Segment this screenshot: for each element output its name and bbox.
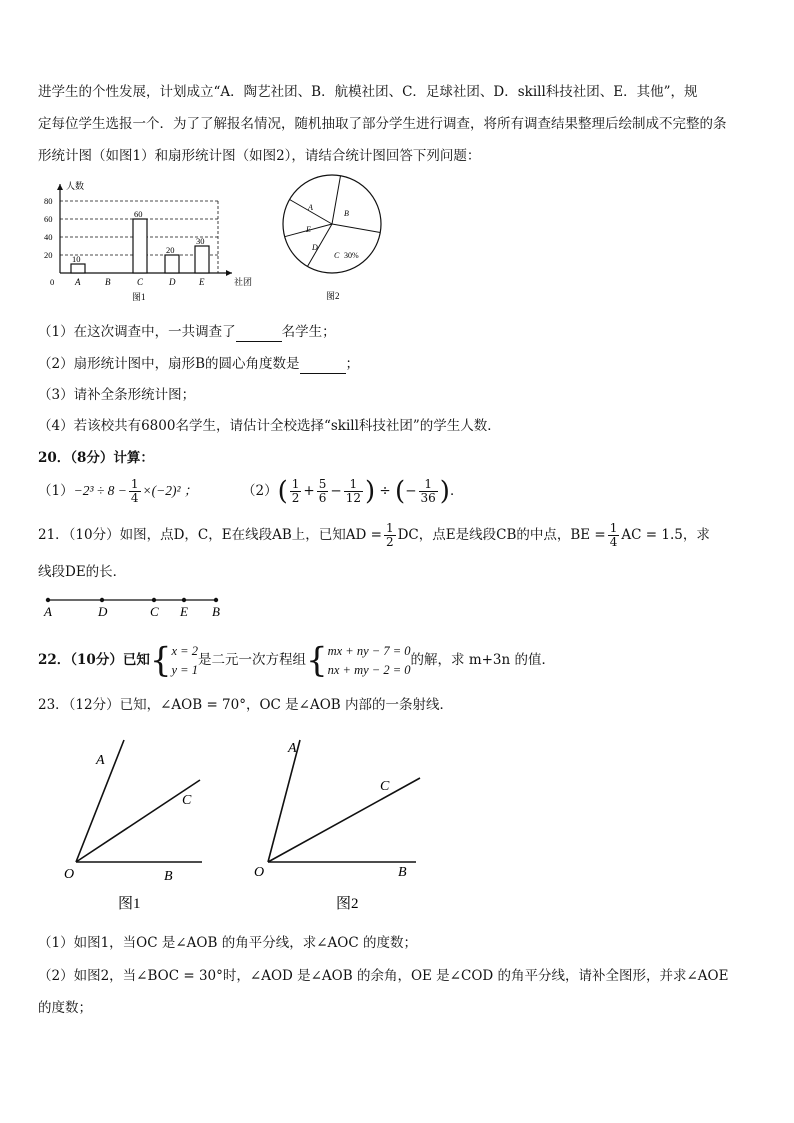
angle-figure-1 (58, 734, 228, 914)
data-label: 60 (134, 209, 143, 219)
intro-line-1: 进学生的个性发展，计划成立“A．陶艺社团、B．航模社团、C．足球社团、D．skill科技社团、E．其他”，规 (38, 84, 698, 100)
slice-label: A (308, 203, 313, 212)
label-a: A (96, 753, 105, 768)
label-b: B (398, 865, 407, 880)
figure-2-caption: 图2 (326, 291, 340, 301)
figure-1-caption: 图1 (118, 896, 141, 912)
pie-chart-figure-2 (282, 166, 402, 306)
segment-point (152, 598, 156, 602)
y-tick-label: 40 (44, 232, 53, 242)
label-b: B (164, 869, 173, 884)
segment-point (100, 598, 104, 602)
pie-chart-plot (283, 175, 381, 301)
label-c: C (182, 793, 192, 808)
intro-line-2: 定每位学生选报一个．为了了解报名情况，随机抽取了部分学生进行调查，将所有调查结果整理后绘制成不完整的条 (38, 116, 727, 132)
y-tick-label: 0 (50, 277, 55, 287)
fraction: $\frac{1}{4}$ (130, 477, 139, 505)
data-label: 20 (166, 245, 175, 255)
segment-point (214, 598, 218, 602)
y-axis-arrow (57, 184, 63, 190)
x-axis-arrow (226, 270, 232, 276)
q19-part-3: （3）请补全条形统计图； (38, 387, 196, 403)
slice-percent: 30% (344, 251, 359, 260)
q23-part-2: （2）如图2，当∠BOC = 30°时，∠AOD 是∠AOB 的余角，OE 是∠COD 的角平分线，请补全图形，并求∠AOE (38, 968, 729, 984)
q20-expressions: （1）−2³ ÷ 8 − $\frac{1}{4}$ ×(−2)² ； （2）( $\frac{1}{2}$ + $\frac{5}{6}$ − $\frac{1}{12}$ ) ÷ (− $\frac{1}{36}$ )． (38, 476, 464, 507)
answer-blank (236, 327, 282, 342)
bar-chart-plot (44, 180, 252, 302)
x-tick-label: D (169, 277, 176, 287)
bar (71, 264, 85, 273)
x-tick-label: A (75, 277, 81, 287)
q20-heading: 20．（8分）计算： (38, 450, 154, 466)
y-axis-label: 人数 (66, 181, 85, 191)
x-axis-label: 社团 (234, 277, 253, 287)
segment-point-label: C (150, 604, 159, 619)
intro-line-3: 形统计图（如图1）和扇形统计图（如图2），请结合统计图回答下列问题： (38, 148, 481, 164)
answer-blank (300, 359, 346, 374)
angle-figure-2 (252, 734, 432, 914)
segment-point-label: B (212, 604, 220, 619)
data-label: 30 (196, 236, 205, 246)
q21-heading: 21．（10分）如图，点D，C，E在线段AB上，已知AD = $\frac{1}{2}$ DC，点E是线段CB的中点，BE = $\frac{1}{4}$ AC = 1.5，求 (38, 521, 710, 549)
segment-point-label: D (98, 604, 108, 619)
q19-part-2: （2）扇形统计图中，扇形B的圆心角度数是 ； (38, 356, 360, 372)
y-tick-label: 60 (44, 214, 53, 224)
slice-label: D (312, 243, 318, 252)
label-o: O (254, 865, 265, 880)
segment-point (182, 598, 186, 602)
figure-2-caption: 图2 (336, 896, 359, 912)
q22-statement: 22．（10分）已知{ x = 2 y = 1 是二元一次方程组{ mx + ny − 7 = 0 nx + my − 2 = 0 的解，求 m+3n 的值． (38, 640, 556, 681)
slice-label: C (334, 251, 340, 260)
x-tick-label: B (105, 277, 111, 287)
segment-point-label: E (180, 604, 188, 619)
bar (165, 255, 179, 273)
q23-part-2-cont: 的度数； (38, 1000, 92, 1016)
slice-label: B (344, 209, 349, 218)
segment-figure (38, 592, 238, 620)
q19-part-1: （1）在这次调查中，一共调查了 名学生； (38, 324, 336, 340)
figure-1-caption: 图1 (132, 292, 146, 302)
label-a: A (288, 741, 297, 756)
slice-label: E (306, 225, 311, 234)
label-o: O (64, 867, 75, 882)
bar (133, 219, 147, 273)
q19-part-4: （4）若该校共有6800名学生，请估计全校选择“skill科技社团”的学生人数． (38, 418, 501, 434)
x-tick-label: C (137, 277, 144, 287)
q21-line-2: 线段DE的长． (38, 564, 127, 580)
y-tick-label: 80 (44, 196, 53, 206)
data-label: 10 (72, 254, 81, 264)
label-c: C (380, 779, 390, 794)
q23-part-1: （1）如图1，当OC 是∠AOB 的角平分线，求∠AOC 的度数； (38, 935, 417, 951)
bar-chart-figure-1 (40, 176, 265, 306)
y-tick-label: 20 (44, 250, 53, 260)
segment-point (46, 598, 50, 602)
bar (195, 246, 209, 273)
x-tick-label: E (199, 277, 205, 287)
segment-point-label: A (44, 604, 52, 619)
q23-heading: 23．（12分）已知，∠AOB = 70°，OC 是∠AOB 内部的一条射线． (38, 697, 454, 713)
